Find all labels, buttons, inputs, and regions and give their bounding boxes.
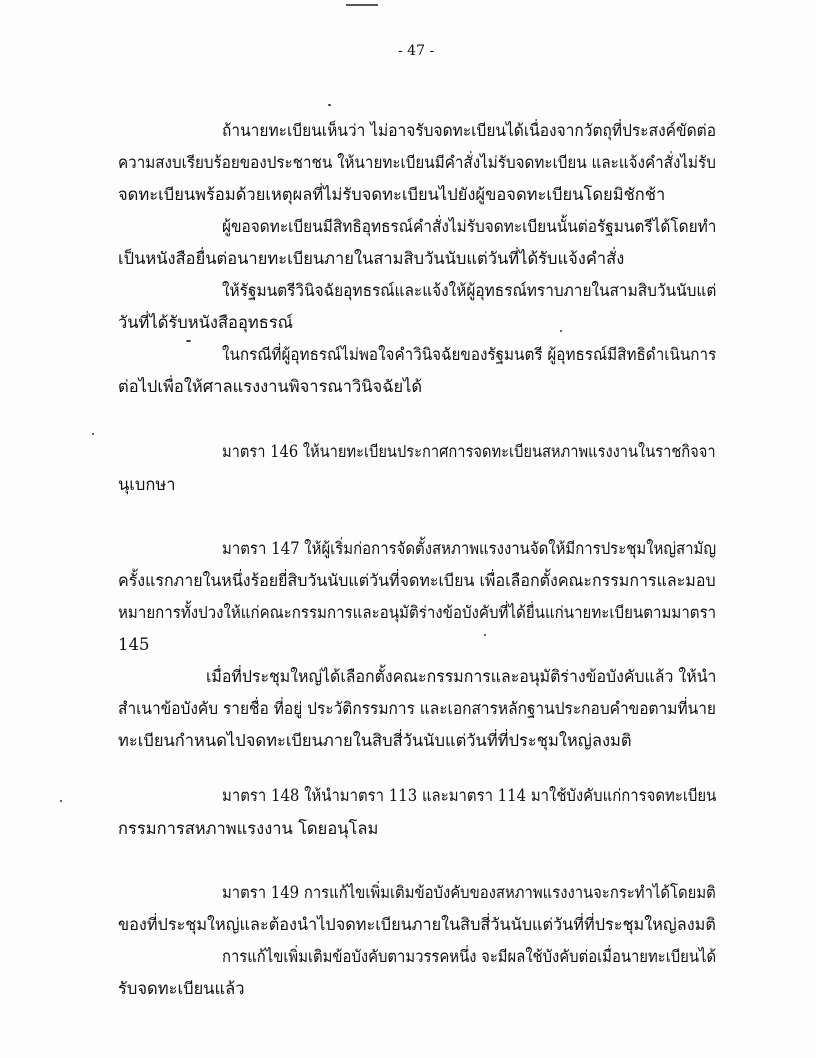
paragraph-line: 145 <box>118 635 150 654</box>
paragraph-line: จดทะเบียนพร้อมด้วยเหตุผลที่ไม่รับจดทะเบียนไปยังผู้ขอจดทะเบียนโดยมิชักช้า <box>118 185 666 204</box>
paragraph-line: เป็นหนังสือยื่นต่อนายทะเบียนภายในสามสิบวันนับแต่วันที่ได้รับแจ้งคำสั่ง <box>118 249 625 268</box>
scan-speck <box>560 330 562 332</box>
paragraph-line: ความสงบเรียบร้อยของประชาชน ให้นายทะเบียนมีคำสั่งไม่รับจดทะเบียน และแจ้งคำสั่งไม่รับ <box>118 153 716 172</box>
scan-speck <box>328 104 331 106</box>
paragraph-line: การแก้ไขเพิ่มเติมข้อบังคับตามวรรคหนึ่ง จะมีผลใช้บังคับต่อเมื่อนายทะเบียนได้ <box>222 947 717 966</box>
paragraph-line: สำเนาข้อบังคับ รายชื่อ ที่อยู่ ประวัติกรรมการ และเอกสารหลักฐานประกอบคำขอตามที่นาย <box>118 699 716 718</box>
scan-speck <box>484 634 486 636</box>
paragraph-line: เมื่อที่ประชุมใหญ่ได้เลือกตั้งคณะกรรมการและอนุมัติร่างข้อบังคับแล้ว ให้นำ <box>206 667 717 686</box>
paragraph-line: ในกรณีที่ผู้อุทธรณ์ไม่พอใจคำวินิจฉัยของรัฐมนตรี ผู้อุทธรณ์มีสิทธิดำเนินการ <box>222 345 717 364</box>
paragraph-line: นุเบกษา <box>118 475 176 494</box>
top-scan-mark <box>346 4 378 6</box>
paragraph-line: ให้รัฐมนตรีวินิจฉัยอุทธรณ์และแจ้งให้ผู้อุทธรณ์ทราบภายในสามสิบวันนับแต่ <box>222 281 717 300</box>
scan-speck <box>186 340 191 342</box>
section-148-heading-line: มาตรา 148 ให้นำมาตรา 113 และมาตรา 114 มาใช้บังคับแก่การจดทะเบียน <box>222 786 717 805</box>
scan-speck <box>60 800 62 802</box>
section-149-heading-line: มาตรา 149 การแก้ไขเพิ่มเติมข้อบังคับของสหภาพแรงงานจะกระทำได้โดยมติ <box>222 883 716 902</box>
section-146-heading-line: มาตรา 146 ให้นายทะเบียนประกาศการจดทะเบียนสหภาพแรงงานในราชกิจจา <box>222 442 716 461</box>
paragraph-line: ของที่ประชุมใหญ่และต้องนำไปจดทะเบียนภายในสิบสี่วันนับแต่วันที่ที่ประชุมใหญ่ลงมติ <box>118 915 716 934</box>
paragraph-line: ผู้ขอจดทะเบียนมีสิทธิอุทธรณ์คำสั่งไม่รับจดทะเบียนนั้นต่อรัฐมนตรีได้โดยทำ <box>222 217 717 236</box>
paragraph-line: ต่อไปเพื่อให้ศาลแรงงานพิจารณาวินิจฉัยได้ <box>118 377 423 396</box>
page-number: - 47 - <box>398 43 435 59</box>
paragraph-line: ทะเบียนกำหนดไปจดทะเบียนภายในสิบสี่วันนับแต่วันที่ที่ประชุมใหญ่ลงมติ <box>118 731 632 750</box>
paragraph-line: กรรมการสหภาพแรงงาน โดยอนุโลม <box>118 819 379 838</box>
section-147-heading-line: มาตรา 147 ให้ผู้เริ่มก่อการจัดตั้งสหภาพแรงงานจัดให้มีการประชุมใหญ่สามัญ <box>222 539 717 558</box>
paragraph-line: รับจดทะเบียนแล้ว <box>118 979 245 998</box>
paragraph-line: ครั้งแรกภายในหนึ่งร้อยยี่สิบวันนับแต่วันที่จดทะเบียน เพื่อเลือกตั้งคณะกรรมการและมอบ <box>118 571 716 590</box>
scan-speck <box>92 433 94 435</box>
paragraph-line: หมายการทั้งปวงให้แก่คณะกรรมการและอนุมัติร่างข้อบังคับที่ได้ยื่นแก่นายทะเบียนตามมาตรา <box>118 603 717 622</box>
paragraph-line: ถ้านายทะเบียนเห็นว่า ไม่อาจรับจดทะเบียนได้เนื่องจากวัตถุที่ประสงค์ขัดต่อ <box>222 121 717 140</box>
paragraph-line: วันที่ได้รับหนังสืออุทธรณ์ <box>118 313 293 332</box>
